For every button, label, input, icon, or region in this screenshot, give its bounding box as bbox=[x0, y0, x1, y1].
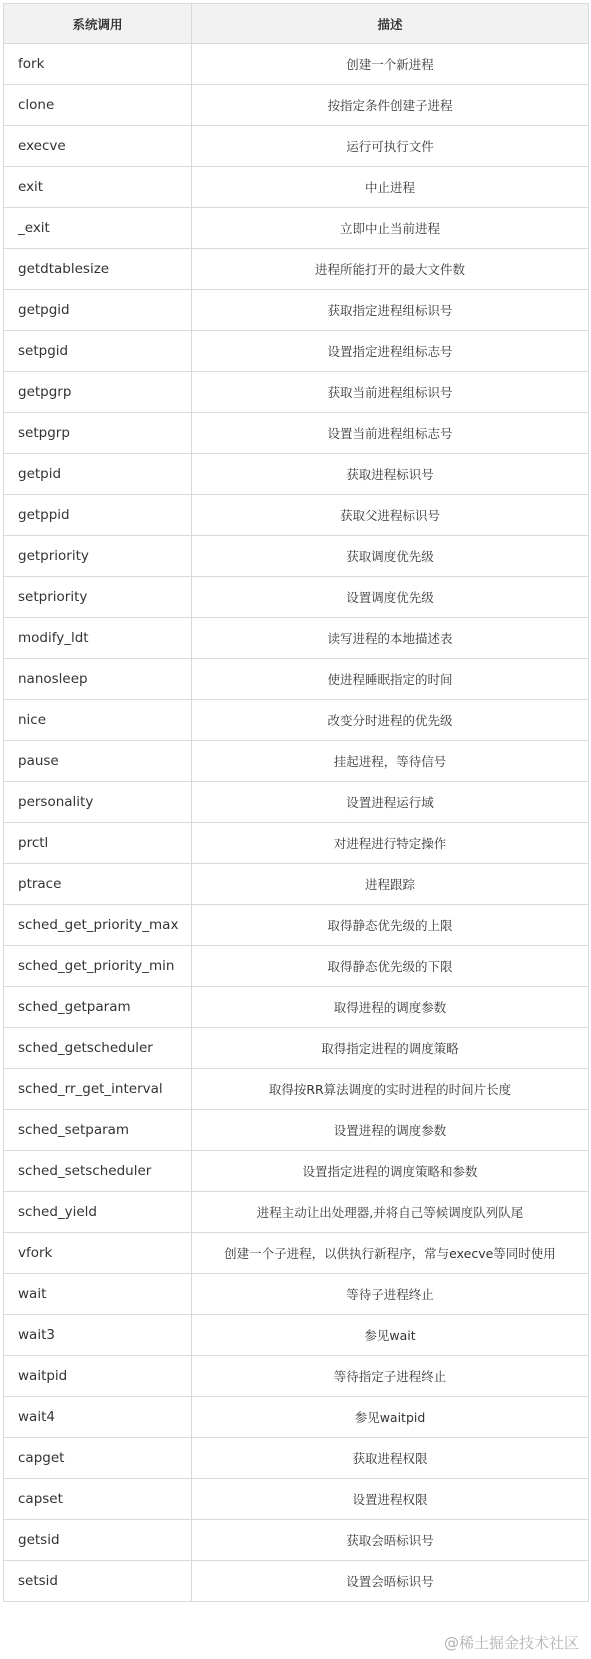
syscall-name-cell: capset bbox=[4, 1479, 192, 1520]
syscall-description-cell: 获取父进程标识号 bbox=[192, 495, 589, 536]
column-header-description: 描述 bbox=[192, 4, 589, 44]
syscall-description-cell: 参见waitpid bbox=[192, 1397, 589, 1438]
syscall-name-cell: getpgrp bbox=[4, 372, 192, 413]
syscall-description-cell: 获取会晤标识号 bbox=[192, 1520, 589, 1561]
syscall-description-cell: 进程跟踪 bbox=[192, 864, 589, 905]
syscall-name-cell: nice bbox=[4, 700, 192, 741]
syscall-description-cell: 设置指定进程的调度策略和参数 bbox=[192, 1151, 589, 1192]
table-row bbox=[4, 1561, 589, 1602]
syscall-name-cell: prctl bbox=[4, 823, 192, 864]
syscall-table-container bbox=[3, 3, 588, 1602]
table-row bbox=[4, 167, 589, 208]
syscall-name-cell: sched_getscheduler bbox=[4, 1028, 192, 1069]
table-row bbox=[4, 823, 589, 864]
syscall-name-cell: setsid bbox=[4, 1561, 192, 1602]
table-row bbox=[4, 1069, 589, 1110]
table-row bbox=[4, 1520, 589, 1561]
syscall-description-cell: 挂起进程，等待信号 bbox=[192, 741, 589, 782]
syscall-description-cell: 设置指定进程组标志号 bbox=[192, 331, 589, 372]
syscall-description-cell: 等待指定子进程终止 bbox=[192, 1356, 589, 1397]
table-row bbox=[4, 1274, 589, 1315]
table-row bbox=[4, 987, 589, 1028]
table-row bbox=[4, 85, 589, 126]
syscall-name-cell: vfork bbox=[4, 1233, 192, 1274]
syscall-name-cell: sched_rr_get_interval bbox=[4, 1069, 192, 1110]
syscall-description-cell: 创建一个新进程 bbox=[192, 44, 589, 85]
syscall-description-cell: 取得按RR算法调度的实时进程的时间片长度 bbox=[192, 1069, 589, 1110]
table-row bbox=[4, 659, 589, 700]
table-row bbox=[4, 905, 589, 946]
syscall-name-cell: waitpid bbox=[4, 1356, 192, 1397]
table-row bbox=[4, 700, 589, 741]
syscall-name-cell: clone bbox=[4, 85, 192, 126]
syscall-name-cell: wait4 bbox=[4, 1397, 192, 1438]
syscall-description-cell: 取得静态优先级的下限 bbox=[192, 946, 589, 987]
table-row bbox=[4, 495, 589, 536]
syscall-name-cell: sched_get_priority_min bbox=[4, 946, 192, 987]
table-row bbox=[4, 741, 589, 782]
table-row bbox=[4, 372, 589, 413]
syscall-description-cell: 按指定条件创建子进程 bbox=[192, 85, 589, 126]
table-row bbox=[4, 126, 589, 167]
table-row bbox=[4, 249, 589, 290]
table-row bbox=[4, 1192, 589, 1233]
syscall-name-cell: sched_get_priority_max bbox=[4, 905, 192, 946]
table-header-row bbox=[4, 4, 589, 44]
syscall-description-cell: 获取指定进程组标识号 bbox=[192, 290, 589, 331]
syscall-description-cell: 获取当前进程组标识号 bbox=[192, 372, 589, 413]
syscall-description-cell: 进程主动让出处理器,并将自己等候调度队列队尾 bbox=[192, 1192, 589, 1233]
syscall-name-cell: getdtablesize bbox=[4, 249, 192, 290]
syscall-name-cell: capget bbox=[4, 1438, 192, 1479]
table-row bbox=[4, 577, 589, 618]
table-row bbox=[4, 1233, 589, 1274]
table-row bbox=[4, 864, 589, 905]
syscall-name-cell: setpriority bbox=[4, 577, 192, 618]
syscall-description-cell: 设置进程运行域 bbox=[192, 782, 589, 823]
syscall-description-cell: 立即中止当前进程 bbox=[192, 208, 589, 249]
syscall-description-cell: 运行可执行文件 bbox=[192, 126, 589, 167]
table-row bbox=[4, 44, 589, 85]
syscall-description-cell: 使进程睡眠指定的时间 bbox=[192, 659, 589, 700]
syscall-description-cell: 读写进程的本地描述表 bbox=[192, 618, 589, 659]
table-row bbox=[4, 946, 589, 987]
syscall-description-cell: 设置当前进程组标志号 bbox=[192, 413, 589, 454]
syscall-description-cell: 取得指定进程的调度策略 bbox=[192, 1028, 589, 1069]
syscall-name-cell: sched_setscheduler bbox=[4, 1151, 192, 1192]
syscall-name-cell: _exit bbox=[4, 208, 192, 249]
table-row bbox=[4, 536, 589, 577]
syscall-name-cell: getpgid bbox=[4, 290, 192, 331]
table-row bbox=[4, 618, 589, 659]
syscall-description-cell: 中止进程 bbox=[192, 167, 589, 208]
table-body bbox=[4, 44, 589, 1602]
syscall-description-cell: 进程所能打开的最大文件数 bbox=[192, 249, 589, 290]
syscall-name-cell: sched_yield bbox=[4, 1192, 192, 1233]
syscall-name-cell: setpgrp bbox=[4, 413, 192, 454]
syscall-name-cell: getsid bbox=[4, 1520, 192, 1561]
syscall-description-cell: 设置会晤标识号 bbox=[192, 1561, 589, 1602]
syscall-name-cell: getppid bbox=[4, 495, 192, 536]
syscall-description-cell: 设置进程权限 bbox=[192, 1479, 589, 1520]
syscall-name-cell: exit bbox=[4, 167, 192, 208]
syscall-name-cell: nanosleep bbox=[4, 659, 192, 700]
syscall-description-cell: 取得静态优先级的上限 bbox=[192, 905, 589, 946]
syscall-description-cell: 获取调度优先级 bbox=[192, 536, 589, 577]
syscall-name-cell: ptrace bbox=[4, 864, 192, 905]
syscall-name-cell: sched_getparam bbox=[4, 987, 192, 1028]
syscall-description-cell: 等待子进程终止 bbox=[192, 1274, 589, 1315]
syscall-name-cell: sched_setparam bbox=[4, 1110, 192, 1151]
table-row bbox=[4, 782, 589, 823]
syscall-name-cell: pause bbox=[4, 741, 192, 782]
table-row bbox=[4, 413, 589, 454]
syscall-description-cell: 设置进程的调度参数 bbox=[192, 1110, 589, 1151]
syscall-description-cell: 对进程进行特定操作 bbox=[192, 823, 589, 864]
syscall-description-cell: 取得进程的调度参数 bbox=[192, 987, 589, 1028]
syscall-name-cell: wait bbox=[4, 1274, 192, 1315]
syscall-name-cell: wait3 bbox=[4, 1315, 192, 1356]
syscall-name-cell: fork bbox=[4, 44, 192, 85]
table-row bbox=[4, 1479, 589, 1520]
watermark: @稀土掘金技术社区 bbox=[443, 1634, 579, 1652]
syscall-table bbox=[3, 3, 589, 1602]
syscall-description-cell: 设置调度优先级 bbox=[192, 577, 589, 618]
syscall-description-cell: 获取进程标识号 bbox=[192, 454, 589, 495]
syscall-description-cell: 获取进程权限 bbox=[192, 1438, 589, 1479]
syscall-name-cell: setpgid bbox=[4, 331, 192, 372]
table-row bbox=[4, 1397, 589, 1438]
table-row bbox=[4, 208, 589, 249]
table-row bbox=[4, 1151, 589, 1192]
syscall-name-cell: modify_ldt bbox=[4, 618, 192, 659]
table-row bbox=[4, 1110, 589, 1151]
syscall-name-cell: getpid bbox=[4, 454, 192, 495]
syscall-name-cell: personality bbox=[4, 782, 192, 823]
syscall-name-cell: getpriority bbox=[4, 536, 192, 577]
table-row bbox=[4, 1438, 589, 1479]
table-row bbox=[4, 1028, 589, 1069]
syscall-name-cell: execve bbox=[4, 126, 192, 167]
table-row bbox=[4, 1356, 589, 1397]
table-row bbox=[4, 1315, 589, 1356]
syscall-description-cell: 创建一个子进程，以供执行新程序，常与execve等同时使用 bbox=[192, 1233, 589, 1274]
syscall-description-cell: 参见wait bbox=[192, 1315, 589, 1356]
column-header-syscall: 系统调用 bbox=[4, 4, 192, 44]
table-row bbox=[4, 331, 589, 372]
table-row bbox=[4, 454, 589, 495]
syscall-description-cell: 改变分时进程的优先级 bbox=[192, 700, 589, 741]
table-row bbox=[4, 290, 589, 331]
